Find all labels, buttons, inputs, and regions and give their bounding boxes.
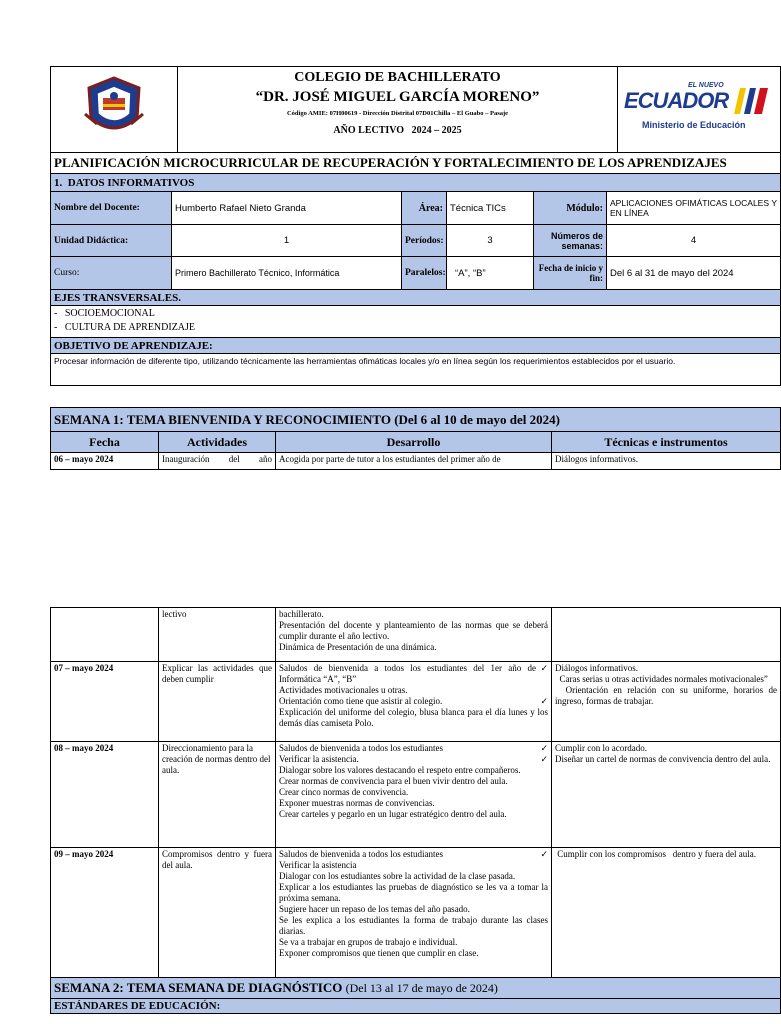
school-crest-icon <box>79 74 149 140</box>
row4-desarrollo <box>276 848 552 978</box>
datos-table <box>50 152 781 386</box>
area-value: Técnica TICs <box>447 192 534 225</box>
col-tecnicas: Técnicas e instrumentos <box>552 432 781 453</box>
unidad-value: 1 <box>172 225 402 257</box>
paralelos-value: “A”, “B” <box>447 257 534 290</box>
tecnicas-line: Diseñar un cartel de normas de convivencia dentro del aula. <box>555 754 771 764</box>
ministry-name: Ministerio de Educación <box>642 119 746 130</box>
row1-cont-desarrollo <box>276 608 552 662</box>
semana1-table <box>50 407 781 470</box>
school-info <box>178 67 618 153</box>
row4-tecnicas <box>552 848 781 978</box>
row1-cont-tecnicas <box>552 608 781 662</box>
objetivo-text: Procesar información de diferente tipo, utilizando técnicamente las herramientas ofimáticas locales y/o en línea según los requerimientos establecidos por el usuario. <box>51 354 781 386</box>
desarrollo-line: Se va a trabajar en grupos de trabajo e individual. <box>279 937 458 947</box>
row1-actividad: Inauguración del año <box>159 453 276 470</box>
row4-fecha: 09 – mayo 2024 <box>51 848 159 978</box>
row1-desarrollo: Acogida por parte de tutor a los estudiantes del primer año de <box>276 453 552 470</box>
row3-tecnicas <box>552 742 781 848</box>
desarrollo-line: Presentación del docente y planteamiento de las normas que se deberá cumplir durante el año lectivo. <box>279 620 548 641</box>
row1-cont-actividad: lectivo <box>159 608 276 662</box>
paralelos-label: Paralelos: <box>402 257 447 290</box>
tecnicas-line: Caras serias u otras actividades normales motivacionales” <box>555 674 768 684</box>
semana1-title: SEMANA 1: TEMA BIENVENIDA Y RECONOCIMIENTO (Del 6 al 10 de mayo del 2024) <box>51 408 781 432</box>
curso-label: Curso: <box>51 257 172 290</box>
col-actividades: Actividades <box>159 432 276 453</box>
semanas-value: 4 <box>607 225 781 257</box>
modulo-value: APLICACIONES OFIMÁTICAS LOCALES Y EN LÍNEA <box>607 192 781 225</box>
row3-actividad: Direccionamiento para la creación de normas dentro del aula. <box>159 742 276 848</box>
ministry-logo <box>618 67 781 153</box>
desarrollo-line: Verificar la asistencia <box>279 860 357 870</box>
row1-fecha: 06 – mayo 2024 <box>51 453 159 470</box>
tecnicas-line: Diálogos informativos. <box>555 663 638 673</box>
col-fecha: Fecha <box>51 432 159 453</box>
desarrollo-line: Verificar la asistencia. ✓ <box>279 754 548 765</box>
area-label: Área: <box>402 192 447 225</box>
school-codes: Código AMIE: 07H00619 - Dirección Distrital 07D01Chilla – El Guabo – Pasaje <box>286 110 509 117</box>
school-name-1: COLEGIO DE BACHILLERATO <box>294 70 501 85</box>
school-crest <box>51 67 178 153</box>
docente-value: Humberto Rafael Nieto Granda <box>172 192 402 225</box>
row1-tecnicas: Diálogos informativos. <box>552 453 781 470</box>
flag-stripes-icon <box>734 88 770 114</box>
periodos-label: Períodos: <box>402 225 447 257</box>
fecha-label: Fecha de inicio y fin: <box>534 257 607 290</box>
school-year: AÑO LECTIVO 2024 – 2025 <box>333 125 462 136</box>
ejes-title: EJES TRANSVERSALES. <box>51 290 781 306</box>
desarrollo-line: Explicación del uniforme del colegio, blusa blanca para el día lunes y los demás días camiseta Polo. <box>279 707 548 728</box>
desarrollo-line: Dialogar sobre los valores destacando el respeto entre compañeros. <box>279 765 521 775</box>
eje-item: - SOCIOEMOCIONAL <box>54 308 155 319</box>
header-table <box>50 66 781 153</box>
desarrollo-line: Saludos de bienvenida a todos los estudiantes ✓ <box>279 743 548 754</box>
desarrollo-line: Se les explica a los estudiantes la forma de trabajo durante las clases diarias. <box>279 915 548 936</box>
unidad-label: Unidad Didáctica: <box>51 225 172 257</box>
doc-title: PLANIFICACIÓN MICROCURRICULAR DE RECUPERACIÓN Y FORTALECIMIENTO DE LOS APRENDIZAJES <box>51 153 781 174</box>
continuation-table <box>50 607 781 1014</box>
desarrollo-line: bachillerato. <box>279 609 324 619</box>
desarrollo-line: Saludos de bienvenida a todos los estudiantes del 1er año de Informática “A”, “B” ✓ <box>279 663 548 685</box>
curso-value: Primero Bachillerato Técnico, Informática <box>172 257 402 290</box>
row2-actividad: Explicar las actividades que deben cumplir <box>159 662 276 742</box>
desarrollo-line: Dialogar con los estudiantes sobre la actividad de la clase pasada. <box>279 871 516 881</box>
objetivo-title: OBJETIVO DE APRENDIZAJE: <box>51 338 781 354</box>
ministry-small-text: EL NUEVO <box>688 81 724 89</box>
ejes-list <box>51 306 781 338</box>
datos-section-title: 1. DATOS INFORMATIVOS <box>51 174 781 192</box>
desarrollo-line: Orientación como tiene que asistir al colegio. ✓ <box>279 696 548 707</box>
row2-desarrollo <box>276 662 552 742</box>
periodos-value: 3 <box>447 225 534 257</box>
tecnicas-line: Cumplir con lo acordado. <box>555 743 647 753</box>
tecnicas-line: Cumplir con los compromisos dentro y fuera del aula. <box>555 849 756 859</box>
row3-fecha: 08 – mayo 2024 <box>51 742 159 848</box>
desarrollo-line: Saludos de bienvenida a todos los estudiantes ✓ <box>279 849 548 860</box>
desarrollo-line: Dinámica de Presentación de una dinámica. <box>279 642 437 652</box>
semana2-title: SEMANA 2: TEMA SEMANA DE DIAGNÓSTICO <box>54 980 343 995</box>
ministry-big-text: ECUADOR <box>624 87 729 113</box>
semana2-dates: (Del 13 al 17 de mayo de 2024) <box>345 981 498 995</box>
docente-label: Nombre del Docente: <box>51 192 172 225</box>
modulo-label: Módulo: <box>534 192 607 225</box>
desarrollo-line: Explicar a los estudiantes las pruebas de diagnóstico se les va a tomar la próxima semana. <box>279 882 548 903</box>
estandares-title: ESTÁNDARES DE EDUCACIÓN: <box>51 999 781 1014</box>
eje-item: - CULTURA DE APRENDIZAJE <box>54 322 196 333</box>
desarrollo-line: Actividades motivacionales u otras. <box>279 685 408 695</box>
row2-tecnicas <box>552 662 781 742</box>
desarrollo-line: Crear cinco normas de convivencia. <box>279 787 409 797</box>
school-name-2: “DR. JOSÉ MIGUEL GARCÍA MORENO” <box>255 89 540 105</box>
semana2-title-cell <box>51 978 781 999</box>
col-desarrollo: Desarrollo <box>276 432 552 453</box>
tecnicas-line: Orientación en relación con su uniforme, horarios de ingreso, formas de trabajar. <box>555 685 780 706</box>
semanas-label: Números de semanas: <box>534 225 607 257</box>
desarrollo-line: Exponer compromisos que tienen que cumplir en clase. <box>279 948 479 958</box>
desarrollo-line: Sugiere hacer un repaso de los temas del año pasado. <box>279 904 470 914</box>
desarrollo-line: Exponer muestras normas de convivencias. <box>279 798 435 808</box>
row2-fecha: 07 – mayo 2024 <box>51 662 159 742</box>
desarrollo-line: Crear normas de convivencia para el buen vivir dentro del aula. <box>279 776 508 786</box>
row3-desarrollo <box>276 742 552 848</box>
fecha-value: Del 6 al 31 de mayo del 2024 <box>607 257 781 290</box>
desarrollo-line: Crear carteles y pegarlo en un lugar estratégico dentro del aula. <box>279 809 507 819</box>
row4-actividad: Compromisos dentro y fuera del aula. <box>159 848 276 978</box>
row1-cont-fecha <box>51 608 159 662</box>
